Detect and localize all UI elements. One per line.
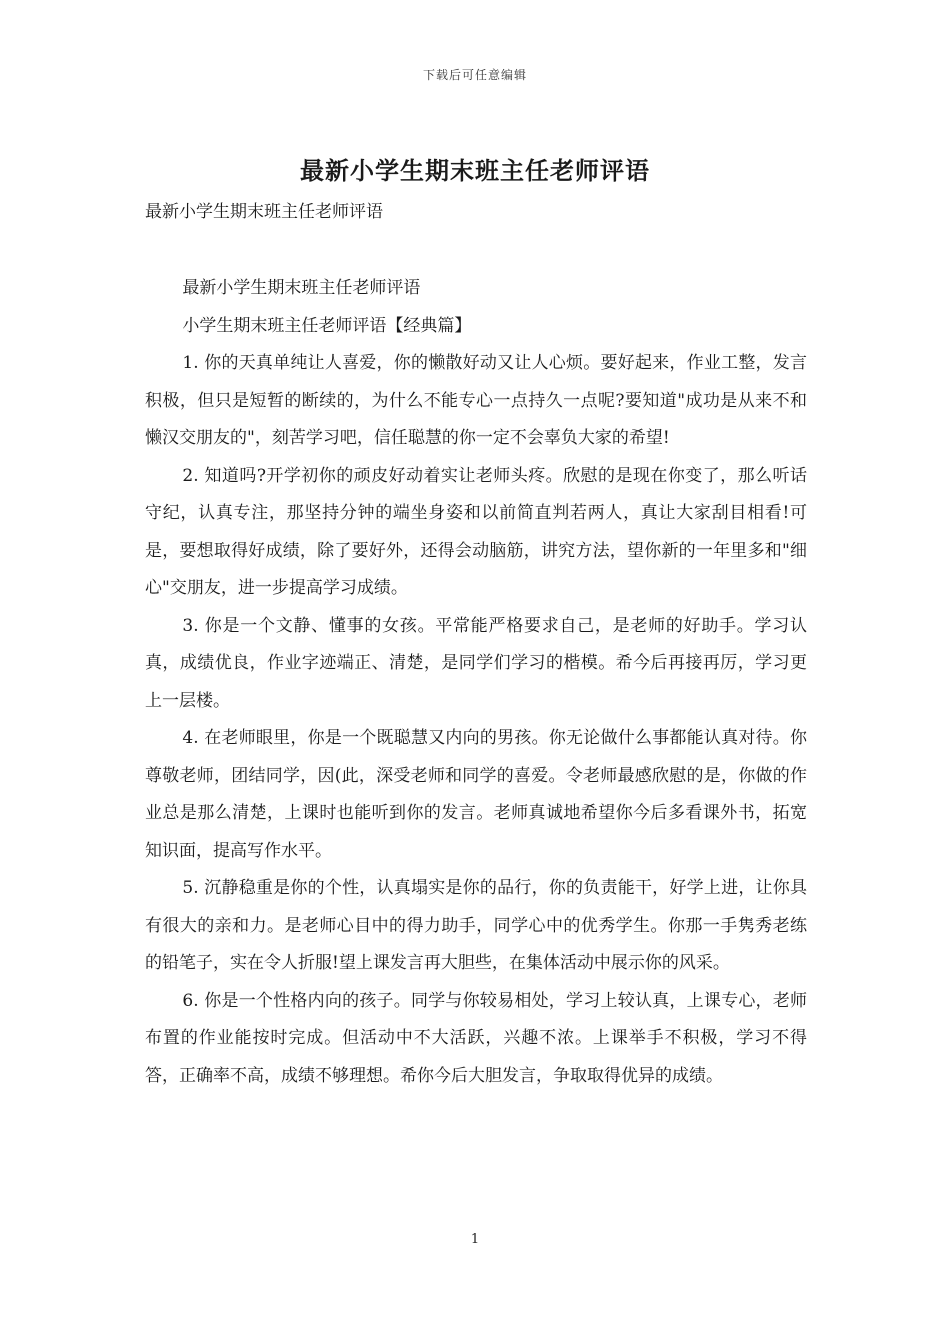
comment-paragraph-3: 3. 你是一个文静、懂事的女孩。平常能严格要求自己，是老师的好助手。学习认真，成绩优良，作业字迹端正、清楚，是同学们学习的楷模。希今后再接再厉，学习更上一层楼。 [145,615,807,711]
comment-paragraph-4: 4. 在老师眼里，你是一个既聪慧又内向的男孩。你无论做什么事都能认真对待。你尊敬老师，团结同学，因(此，深受老师和同学的喜爱。令老师最感欣慰的是，你做的作业总是那么清楚，上课时也能听到你的发言。老师真诚地希望你今后多看课外书，拓宽知识面，提高写作水平。 [145,728,807,861]
intro-line: 最新小学生期末班主任老师评语 [182,278,421,298]
document-body [145,270,807,1095]
comment-paragraph-6: 6. 你是一个性格内向的孩子。同学与你较易相处，学习上较认真，上课专心，老师布置的作业能按时完成。但活动中不大活跃，兴趣不浓。上课举手不积极，学习不得答，正确率不高，成绩不够理想。希你今后大胆发言，争取取得优异的成绩。 [145,990,807,1086]
section-heading: 小学生期末班主任老师评语【经典篇】 [182,315,472,336]
header-note: 下载后可任意编辑 [422,68,527,82]
comment-paragraph-2: 2. 知道吗?开学初你的顽皮好动着实让老师头疼。欣慰的是现在你变了，那么听话守纪，认真专注，那坚持分钟的端坐身姿和以前简直判若两人，真让大家刮目相看!可是，要想取得好成绩，除了要好外，还得会动脑筋，讲究方法，望你新的一年里多和"细心"交朋友，进一步提高学习成绩。 [145,465,807,598]
comment-paragraph-5: 5. 沉静稳重是你的个性，认真塌实是你的品行，你的负责能干，好学上进，让你具有很大的亲和力。是老师心目中的得力助手，同学心中的优秀学生。你那一手隽秀老练的铅笔子，实在令人折服!望上课发言再大胆些，在集体活动中展示你的风采。 [145,878,807,973]
page-number: 1 [470,1232,480,1247]
document-title: 最新小学生期末班主任老师评语 [300,156,650,185]
document-subtitle: 最新小学生期末班主任老师评语 [145,202,383,222]
comment-paragraph-1: 1. 你的天真单纯让人喜爱，你的懒散好动又让人心烦。要好起来，作业工整，发言积极，但只是短暂的断续的，为什么不能专心一点持久一点呢?要知道"成功是从来不和懒汉交朋友的"，刻苦学习吧，信任聪慧的你一定不会辜负大家的希望! [145,353,807,448]
